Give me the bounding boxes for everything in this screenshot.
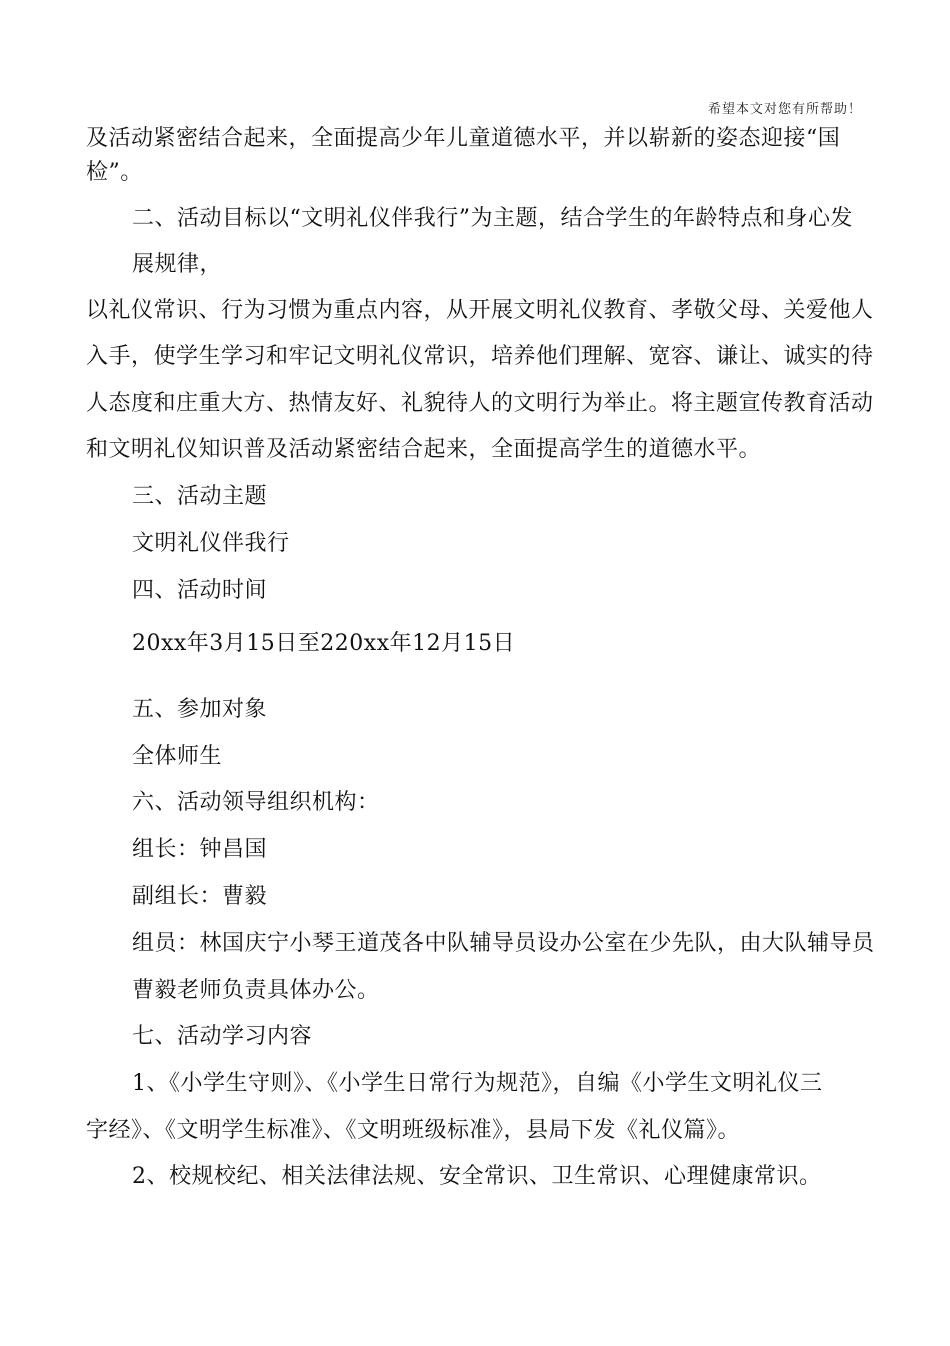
- section-heading-goal: 二、活动目标以“文明礼仪伴我行”为主题，结合学生的年龄特点和身心发: [132, 206, 853, 231]
- paragraph-line: 全体师生: [132, 744, 223, 769]
- paragraph-line: 和文明礼仪知识普及活动紧密结合起来，全面提高学生的道德水平。: [86, 437, 762, 462]
- paragraph-line: 20xx年3月15日至220xx年12月15日: [132, 631, 516, 656]
- section-heading-participants: 五、参加对象: [132, 697, 268, 722]
- paragraph-line: 2、校规校纪、相关法律法规、安全常识、卫生常识、心理健康常识。: [132, 1164, 822, 1189]
- paragraph-line: 展规律，: [132, 252, 223, 277]
- paragraph-line: 组长：钟昌国: [132, 837, 268, 862]
- paragraph-line: 及活动紧密结合起来，全面提高少年儿童道德水平，并以崭新的姿态迎接“国: [86, 126, 841, 151]
- paragraph-line: 检”。: [86, 160, 143, 185]
- paragraph-line: 字经》、《文明学生标准》、《文明班级标准》，县局下发《礼仪篇》。: [86, 1118, 741, 1143]
- paragraph-line: 人态度和庄重大方、热情友好、礼貌待人的文明行为举止。将主题宣传教育活动: [86, 391, 874, 416]
- paragraph-line: 组员：林国庆宁小琴王道茂各中队辅导员设办公室在少先队，由大队辅导员: [132, 931, 875, 956]
- paragraph-line: 文明礼仪伴我行: [132, 531, 290, 556]
- paragraph-line: 入手，使学生学习和牢记文明礼仪常识，培养他们理解、宽容、谦让、诚实的待: [86, 344, 874, 369]
- paragraph-line: 1、《小学生守则》、《小学生日常行为规范》，自编《小学生文明礼仪三: [132, 1071, 823, 1096]
- paragraph-line: 以礼仪常识、行为习惯为重点内容，从开展文明礼仪教育、孝敬父母、关爱他人: [86, 298, 874, 323]
- section-heading-organization: 六、活动领导组织机构：: [132, 790, 380, 815]
- section-heading-theme: 三、活动主题: [132, 484, 268, 509]
- paragraph-line: 副组长：曹毅: [132, 884, 268, 909]
- section-heading-time: 四、活动时间: [132, 578, 268, 603]
- paragraph-line: 曹毅老师负责具体办公。: [132, 978, 380, 1003]
- section-heading-content: 七、活动学习内容: [132, 1024, 313, 1049]
- header-note: 希望本文对您有所帮助！: [707, 102, 862, 117]
